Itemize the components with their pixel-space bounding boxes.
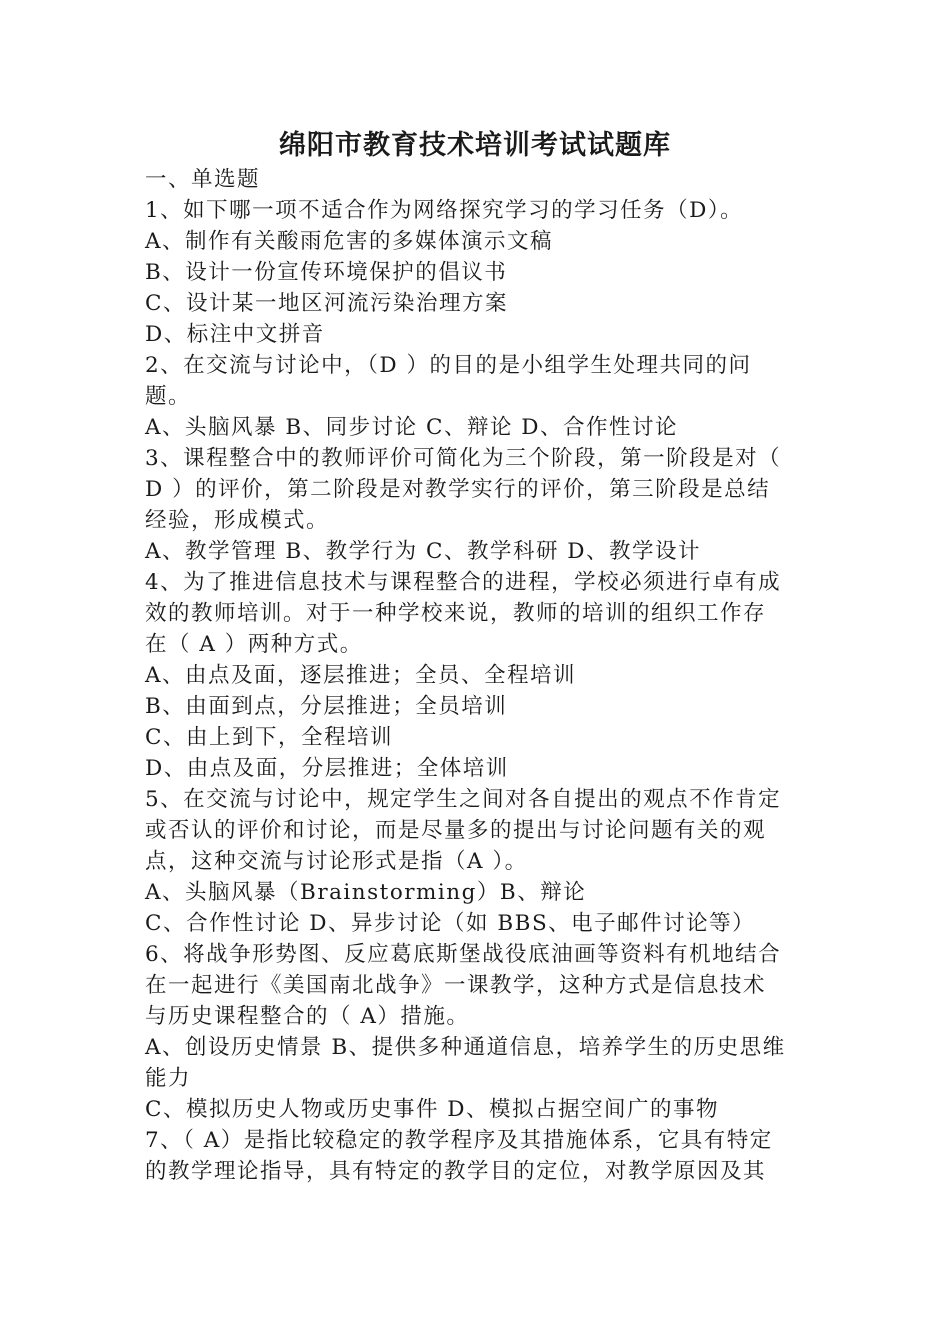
text-line: A、由点及面，逐层推进；全员、全程培训 — [145, 663, 577, 688]
text-line: 经验，形成模式。 — [145, 508, 330, 533]
text-line: 7、（ A）是指比较稳定的教学程序及其措施体系，它具有特定 — [145, 1128, 773, 1153]
text-line: C、由上到下，全程培训 — [145, 725, 393, 750]
text-line: 3、课程整合中的教师评价可简化为三个阶段，第一阶段是对（ — [145, 446, 782, 471]
text-line: 点，这种交流与讨论形式是指（A ）。 — [145, 849, 528, 874]
text-line: C、模拟历史人物或历史事件 D、模拟占据空间广的事物 — [145, 1097, 720, 1122]
text-line: 效的教师培训。对于一种学校来说，教师的培训的组织工作存 — [145, 601, 767, 626]
text-line: A、创设历史情景 B、提供多种通道信息，培养学生的历史思维 — [145, 1035, 786, 1060]
text-line: B、设计一份宣传环境保护的倡议书 — [145, 260, 508, 285]
text-line: D、由点及面，分层推进；全体培训 — [145, 756, 509, 781]
text-line: A、制作有关酸雨危害的多媒体演示文稿 — [145, 229, 554, 254]
text-line: A、教学管理 B、教学行为 C、教学科研 D、教学设计 — [145, 539, 702, 564]
text-line: 在一起进行《美国南北战争》一课教学，这种方式是信息技术 — [145, 973, 767, 998]
text-line: B、由面到点，分层推进；全员培训 — [145, 694, 508, 719]
document-body — [145, 164, 805, 1187]
text-line: 一、单选题 — [145, 167, 261, 192]
document-page — [145, 128, 805, 1187]
text-line: C、合作性讨论 D、异步讨论（如 BBS、电子邮件讨论等） — [145, 911, 756, 936]
text-line: D ）的评价，第二阶段是对教学实行的评价，第三阶段是总结 — [145, 477, 771, 502]
text-line: 2、在交流与讨论中，（D ）的目的是小组学生处理共同的问 — [145, 353, 752, 378]
text-line: 与历史课程整合的（ A）措施。 — [145, 1004, 470, 1029]
text-line: 能力 — [145, 1066, 192, 1091]
text-line: 6、将战争形势图、反应葛底斯堡战役底油画等资料有机地结合 — [145, 942, 782, 967]
text-line: 1、如下哪一项不适合作为网络探究学习的学习任务（D）。 — [145, 198, 744, 223]
text-line: 题。 — [145, 384, 192, 409]
text-line: 5、在交流与讨论中，规定学生之间对各自提出的观点不作肯定 — [145, 787, 782, 812]
text-line: A、头脑风暴 B、同步讨论 C、辩论 D、合作性讨论 — [145, 415, 679, 440]
text-line: 4、为了推进信息技术与课程整合的进程，学校必须进行卓有成 — [145, 570, 782, 595]
text-line: A、头脑风暴（Brainstorming）B、辩论 — [145, 880, 587, 905]
text-line: D、标注中文拼音 — [145, 322, 325, 347]
text-line: 的教学理论指导，具有特定的教学目的定位，对教学原因及其 — [145, 1159, 767, 1184]
text-line: C、设计某一地区河流污染治理方案 — [145, 291, 508, 316]
text-line: 在（ A ）两种方式。 — [145, 632, 363, 657]
text-line: 或否认的评价和讨论，而是尽量多的提出与讨论问题有关的观 — [145, 818, 767, 843]
document-title: 绵阳市教育技术培训考试试题库 — [279, 130, 671, 161]
